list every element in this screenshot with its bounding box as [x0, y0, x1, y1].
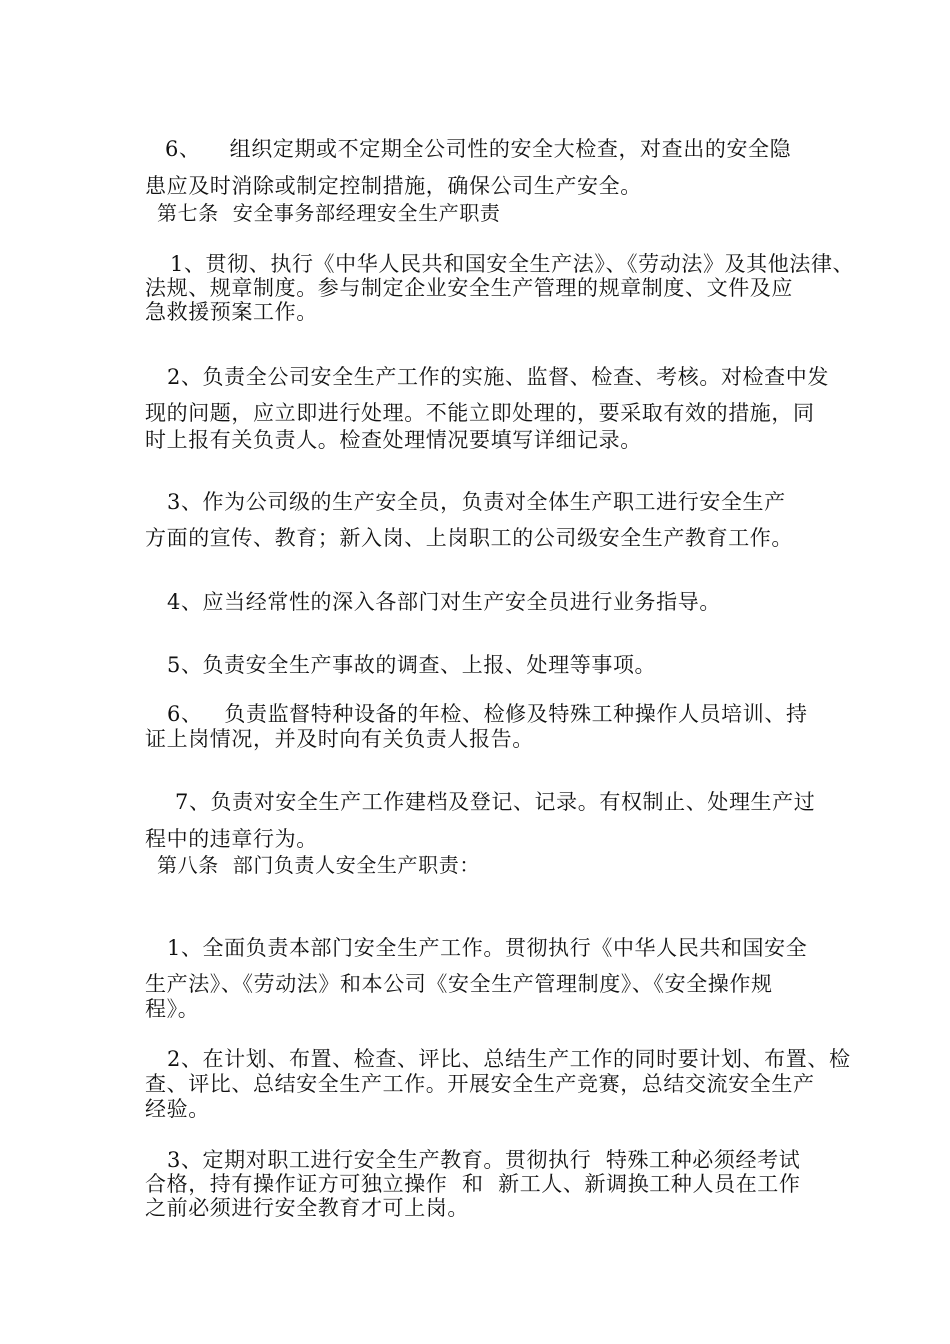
text-line: 2、在计划、布置、检查、评比、总结生产工作的同时要计划、布置、检: [167, 1047, 851, 1071]
text-line: 3、作为公司级的生产安全员，负责对全体生产职工进行安全生产: [167, 490, 786, 514]
text-line: 5、负责安全生产事故的调查、上报、处理等事项。: [167, 653, 657, 677]
text-line: 2、负责全公司安全生产工作的实施、监督、检查、考核。对检查中发: [167, 365, 829, 389]
section-heading: 第八条 部门负责人安全生产职责：: [157, 853, 480, 877]
text-line: 1、全面负责本部门安全生产工作。贯彻执行《中华人民共和国安全: [167, 936, 808, 960]
text-line: 时上报有关负责人。检查处理情况要填写详细记录。: [145, 428, 642, 452]
text-line: 经验。: [145, 1097, 210, 1121]
text-line: 6、 负责监督特种设备的年检、检修及特殊工种操作人员培训、持: [167, 702, 808, 726]
text-line: 证上岗情况，并及时向有关负责人报告。: [145, 727, 534, 751]
text-line: 之前必须进行安全教育才可上岗。: [145, 1196, 469, 1220]
text-line: 程》。: [145, 997, 200, 1021]
text-line: 生产法》、《劳动法》和本公司《安全生产管理制度》、《安全操作规: [145, 972, 773, 996]
text-line: 患应及时消除或制定控制措施，确保公司生产安全。: [145, 174, 642, 198]
text-line: 方面的宣传、教育；新入岗、上岗职工的公司级安全生产教育工作。: [145, 526, 793, 550]
text-line: 6、 组织定期或不定期全公司性的安全大检查，对查出的安全隐: [165, 137, 792, 161]
text-line: 合格，持有操作证方可独立操作 和 新工人、新调换工种人员在工作: [145, 1172, 801, 1196]
section-heading: 第七条 安全事务部经理安全生产职责: [157, 201, 501, 225]
text-line: 程中的违章行为。: [145, 827, 318, 851]
text-line: 急救援预案工作。: [145, 300, 318, 324]
text-line: 现的问题，应立即进行处理。不能立即处理的，要采取有效的措施，同: [145, 401, 815, 425]
text-line: 1、贯彻、执行《中华人民共和国安全生产法》、《劳动法》及其他法律、: [170, 252, 855, 276]
text-line: 法规、规章制度。参与制定企业安全生产管理的规章制度、文件及应: [145, 276, 793, 300]
text-line: 7、负责对安全生产工作建档及登记、记录。有权制止、处理生产过: [175, 790, 816, 814]
text-line: 3、定期对职工进行安全生产教育。贯彻执行 特殊工种必须经考试: [167, 1148, 801, 1172]
text-line: 4、应当经常性的深入各部门对生产安全员进行业务指导。: [167, 590, 721, 614]
text-line: 查、评比、总结安全生产工作。开展安全生产竞赛，总结交流安全生产: [145, 1072, 815, 1096]
